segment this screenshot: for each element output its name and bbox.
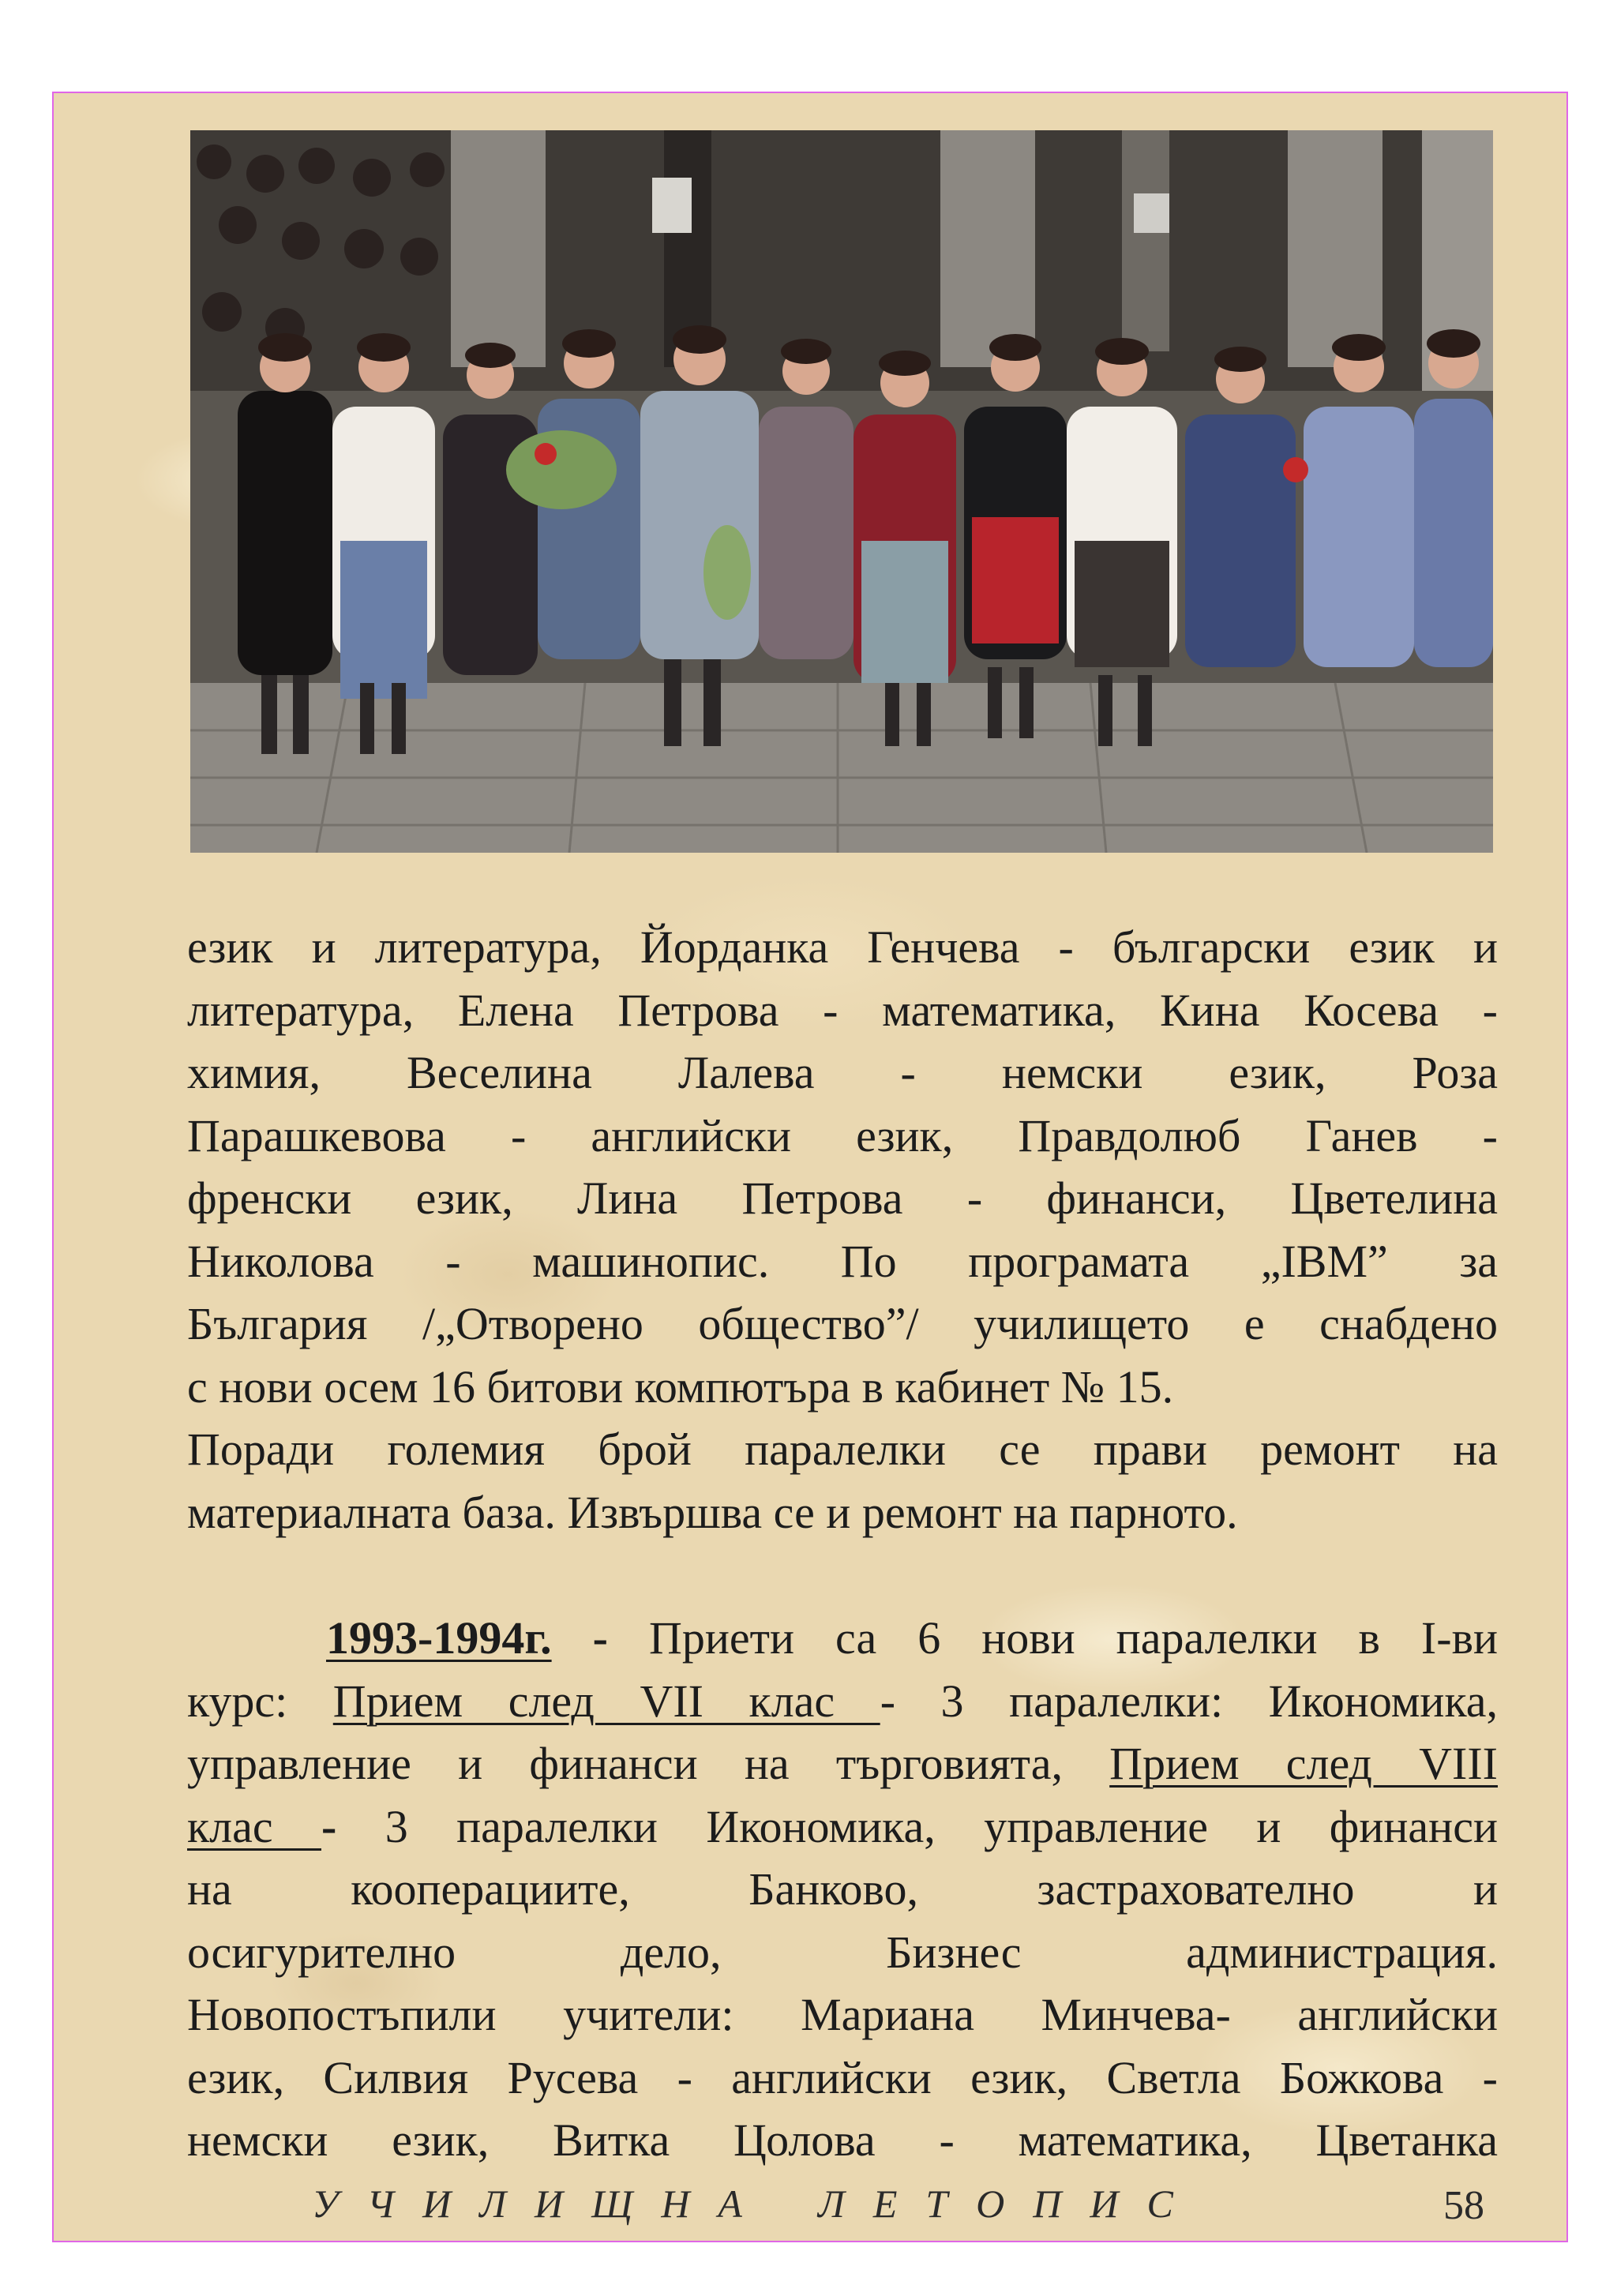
text-line: Парашкевова - английски език, Правдолюб Ганев - (187, 1109, 1498, 1161)
text-line (187, 1607, 1498, 1670)
year-heading: 1993-1994г. (326, 1612, 552, 1664)
year-dash: - (551, 1612, 649, 1664)
text-span: - (321, 1800, 337, 1852)
paragraph-gap (187, 1544, 1498, 1607)
underlined-text: клас (187, 1800, 321, 1852)
underlined-text: Прием след VIII (1109, 1738, 1498, 1789)
text-span: управление и финанси на търговията, (187, 1738, 1110, 1789)
text-line: Новопостъпили учители: Мариана Минчева- английски (187, 1989, 1498, 2040)
text-span: 3 паралелки Икономика, управление и финанси (336, 1800, 1498, 1852)
body-text (187, 916, 1498, 2172)
text-line: Поради големия брой паралелки се прави ремонт на (187, 1424, 1498, 1475)
text-line (187, 1670, 1498, 1733)
text-line: на кооперациите, Банково, застрахователно и (187, 1863, 1498, 1915)
text-span: курс: (187, 1675, 333, 1727)
text-span: - 3 паралелки: Икономика, (880, 1675, 1498, 1727)
text-line: френски език, Лина Петрова - финанси, Цветелина (187, 1172, 1498, 1224)
underlined-text: Прием след VII клас (332, 1675, 880, 1727)
text-line: материалната база. Извършва се и ремонт на парното. (187, 1486, 1238, 1538)
footer-title (312, 2181, 1202, 2227)
footer-word: ЛЕТОПИС (817, 2182, 1202, 2226)
text-line: осигурително дело, Бизнес администрация. (187, 1926, 1498, 1978)
text-line: език и литература, Йорданка Генчева - български език и (187, 921, 1498, 973)
group-photo (190, 130, 1493, 853)
footer-word: УЧИЛИЩНА (312, 2182, 771, 2226)
text-line: България /„Отворено общество”/ училището е снабдено (187, 1298, 1498, 1349)
text-line: литература, Елена Петрова - математика, Кина Косева - (187, 984, 1498, 1036)
page-number: 58 (1443, 2183, 1484, 2228)
text-line: с нови осем 16 битови компютъра в кабинет № 15. (187, 1360, 1174, 1412)
text-line (187, 1732, 1498, 1795)
text-span: Приети са 6 нови паралелки в I-ви (648, 1612, 1498, 1664)
text-line: език, Силвия Русева - английски език, Светла Божкова - (187, 2051, 1498, 2103)
text-line: химия, Веселина Лалева - немски език, Роза (187, 1047, 1498, 1098)
text-line: немски език, Витка Цолова - математика, Цветанка (187, 2114, 1498, 2166)
text-line: Николова - машинопис. По програмата „IBM” за (187, 1235, 1498, 1287)
text-line (187, 1795, 1498, 1859)
group-photo-icon (190, 130, 1493, 853)
